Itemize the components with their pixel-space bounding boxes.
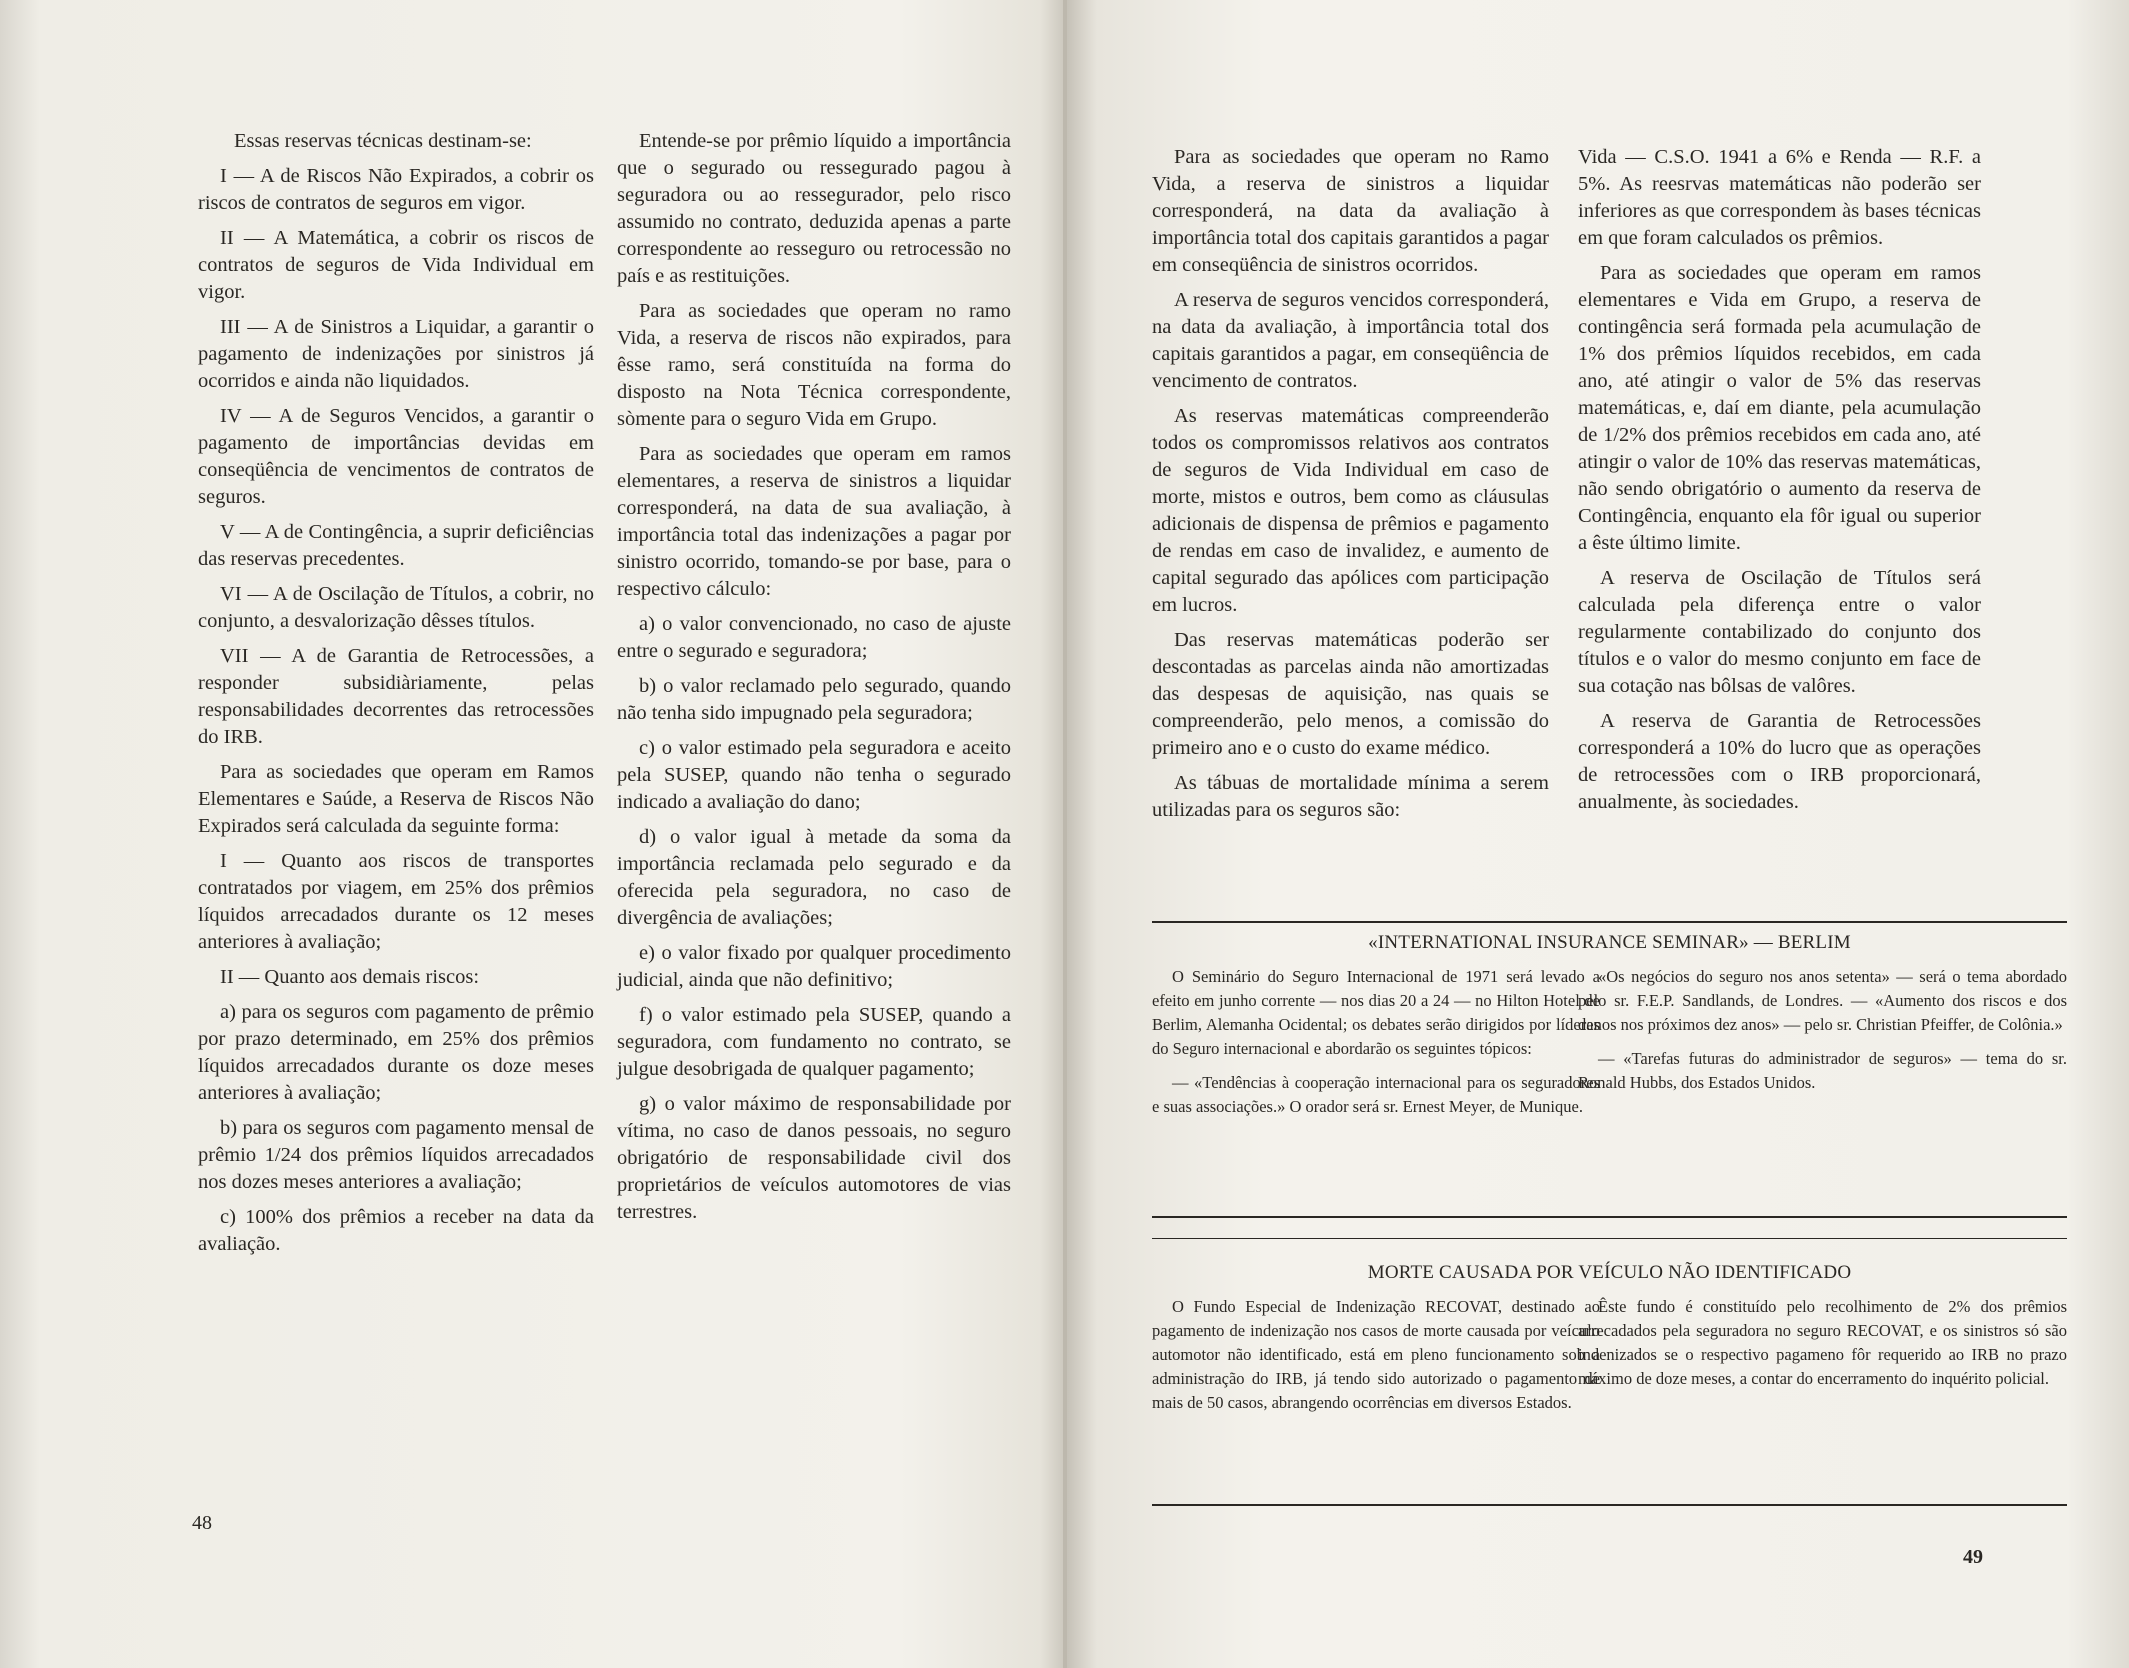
paragraph: e) o valor fixado por qualquer procedimento judicial, ainda que não definitivo; (617, 942, 1011, 991)
paragraph: «Os negócios do seguro nos anos setenta» — será o tema abordado pelo sr. F.E.P. Sandlands, de Londres. — «Aumento dos riscos e dos danos nos próximos dez anos» — pelo sr. Christian Pfeiffer, de Colônia.» (1578, 967, 2067, 1034)
box-title: MORTE CAUSADA POR VEÍCULO NÃO IDENTIFICADO (1367, 1262, 1852, 1283)
paragraph: Para as sociedades que operam em ramos elementares, a reserva de sinistros a liquidar corresponderá, na data de sua avaliação, à importância total das indenizações a pagar por sinistro ocorrido, tomando-se por base, para o respectivo cálculo: (617, 443, 1011, 600)
box2-right-column (1578, 1295, 2067, 1401)
paragraph: Das reservas matemáticas poderão ser descontadas as parcelas ainda não amortizadas das despesas de aquisição, nas quais se compreenderão, pelo menos, a comissão do primeiro ano e o custo do exame médico. (1152, 629, 1549, 759)
paragraph: — «Tarefas futuras do administrador de seguros» — tema do sr. Ronald Hubbs, dos Estados Unidos. (1578, 1049, 2067, 1092)
paragraph: III — A de Sinistros a Liquidar, a garantir o pagamento de indenizações por sinistros já ocorridos e ainda não liquidados. (198, 316, 594, 392)
paragraph: d) o valor igual à metade da soma da importância reclamada pelo segurado e da oferecida pela seguradora, no caso de divergência de avaliações; (617, 826, 1011, 929)
paragraph: — «Tendências à cooperação internacional para os seguradores e suas associações.» O orador será sr. Ernest Meyer, de Munique. (1152, 1073, 1600, 1116)
paragraph: A reserva de seguros vencidos corresponderá, na data da avaliação, à importância total dos capitais garantidos a pagar, em conseqüência de vencimento de contratos. (1152, 289, 1549, 392)
paragraph: b) o valor reclamado pelo segurado, quando não tenha sido impugnado pela seguradora; (617, 675, 1011, 724)
paragraph: II — A Matemática, a cobrir os riscos de contratos de seguros de Vida Individual em vigor. (198, 227, 594, 303)
box1-right-column (1578, 965, 2067, 1105)
paragraph: g) o valor máximo de responsabilidade por vítima, no caso de danos pessoais, no seguro obrigatório de responsabilidade civil dos proprietários de veículos automotores de vias terrestres. (617, 1093, 1011, 1223)
paragraph: As tábuas de mortalidade mínima a serem utilizadas para os seguros são: (1152, 772, 1549, 821)
paragraph: c) o valor estimado pela seguradora e aceito pela SUSEP, quando não tenha o segurado indicado a avaliação do dano; (617, 737, 1011, 813)
divider (1152, 921, 2067, 923)
paragraph: V — A de Contingência, a suprir deficiências das reservas precedentes. (198, 521, 594, 570)
paragraph: O Fundo Especial de Indenização RECOVAT, destinado ao pagamento de indenização nos casos de morte causada por veículo automotor não identificado, está em pleno funcionamento sob a administração do IRB, já tendo sido autorizado o pagamento de mais de 50 casos, abrangendo ocorrências em diversos Estados. (1152, 1297, 1600, 1412)
paragraph: Para as sociedades que operam em ramos elementares e Vida em Grupo, a reserva de contingência será formada pela acumulação de 1% dos prêmios líquidos recebidos, em cada ano, até atingir o valor de 5% das reservas matemáticas, e, daí em diante, pela acumulação de 1/2% dos prêmios recebidos em cada ano, até atingir o valor de 10% das reservas matemáticas, não sendo obrigatório o aumento da reserva de Contingência, enquanto ela fôr igual ou superior a êste último limite. (1578, 262, 1981, 554)
paragraph: IV — A de Seguros Vencidos, a garantir o pagamento de importâncias devidas em conseqüência de vencimentos de contratos de seguros. (198, 405, 594, 508)
divider (1152, 1504, 2067, 1506)
divider (1152, 1216, 2067, 1218)
paragraph: Vida — C.S.O. 1941 a 6% e Renda — R.F. a 5%. As reesrvas matemáticas não poderão ser inferiores as que correspondem às bases técnicas em que foram calculados os prêmios. (1578, 146, 1981, 249)
page-number: 49 (1963, 1546, 1983, 1568)
divider (1152, 1238, 2067, 1239)
paragraph: a) o valor convencionado, no caso de ajuste entre o segurado e seguradora; (617, 613, 1011, 662)
paragraph: VI — A de Oscilação de Títulos, a cobrir, no conjunto, a desvalorização dêsses títulos. (198, 583, 594, 632)
box2-left-column (1152, 1295, 1600, 1425)
paragraph: VII — A de Garantia de Retrocessões, a responder subsidiàriamente, pelas responsabilidades decorrentes das retrocessões do IRB. (198, 645, 594, 748)
right-column-1 (1152, 144, 1549, 832)
left-column-1 (198, 128, 594, 1266)
right-column-2 (1578, 144, 1981, 824)
box-title: «INTERNATIONAL INSURANCE SEMINAR» — BERLIM (1368, 932, 1851, 953)
paragraph: II — Quanto aos demais riscos: (220, 966, 480, 988)
paragraph: I — Quanto aos riscos de transportes contratados por viagem, em 25% dos prêmios líquidos arrecadados durante os 12 meses anteriores à avaliação; (198, 850, 594, 953)
paragraph: Entende-se por prêmio líquido a importância que o segurado ou ressegurado pagou à seguradora ou ao ressegurador, pelo risco assumido no contrato, deduzida apenas a parte correspondente ao resseguro ou retrocessão no país e as restituições. (617, 130, 1011, 287)
right-page (1067, 0, 2129, 1668)
left-column-2 (617, 128, 1011, 1234)
paragraph: f) o valor estimado pela SUSEP, quando a seguradora, com fundamento no contrato, se julgue desobrigada de qualquer pagamento; (617, 1004, 1011, 1080)
paragraph: Para as sociedades que operam em Ramos Elementares e Saúde, a Reserva de Riscos Não Expirados será calculada da seguinte forma: (198, 761, 594, 837)
paragraph: Para as sociedades que operam no ramo Vida, a reserva de riscos não expirados, para êsse ramo, será constituída na forma do disposto na Nota Técnica correspondente, sòmente para o seguro Vida em Grupo. (617, 300, 1011, 430)
page-number: 48 (192, 1512, 212, 1534)
paragraph: a) para os seguros com pagamento de prêmio por prazo determinado, em 25% dos prêmios líquidos arrecadados durante os doze meses anteriores à avaliação; (198, 1001, 594, 1104)
paragraph: As reservas matemáticas compreenderão todos os compromissos relativos aos contratos de seguros de Vida Individual em caso de morte, mistos e outros, bem como as cláusulas adicionais de dispensa de prêmios e pagamento de rendas em caso de invalidez, e aumento de capital segurado das apólices com participação em lucros. (1152, 405, 1549, 616)
paragraph: Êste fundo é constituído pelo recolhimento de 2% dos prêmios arrecadados pela seguradora no seguro RECOVAT, e os sinistros só são indenizados se o respectivo pagameno fôr requerido ao IRB no prazo máximo de doze meses, a contar do encerramento do inquérito policial. (1578, 1297, 2067, 1388)
paragraph: O Seminário do Seguro Internacional de 1971 será levado a efeito em junho corrente — nos dias 20 a 24 — no Hilton Hotel de Berlim, Alemanha Ocidental; os debates serão dirigidos por líderes do Seguro internacional e abordarão os seguintes tópicos: (1152, 967, 1600, 1058)
paragraph: I — A de Riscos Não Expirados, a cobrir os riscos de contratos de seguros em vigor. (198, 165, 594, 214)
paragraph: A reserva de Oscilação de Títulos será calculada pela diferença entre o valor regularmente contabilizado do conjunto dos títulos e o valor do mesmo conjunto em face de sua cotação nas bôlsas de valôres. (1578, 567, 1981, 697)
box1-left-column (1152, 965, 1600, 1129)
paragraph: A reserva de Garantia de Retrocessões corresponderá a 10% do lucro que as operações de retrocessões com o IRB proporcionará, anualmente, às sociedades. (1578, 710, 1981, 813)
paragraph: Essas reservas técnicas destinam-se: (234, 130, 532, 152)
paragraph: Para as sociedades que operam no Ramo Vida, a reserva de sinistros a liquidar corresponderá, na data da avaliação à importância total dos capitais garantidos a pagar em conseqüência de sinistros ocorridos. (1152, 146, 1549, 276)
paragraph: b) para os seguros com pagamento mensal de prêmio 1/24 dos prêmios líquidos arrecadados nos dozes meses anteriores a avaliação; (198, 1117, 594, 1193)
paragraph: c) 100% dos prêmios a receber na data da avaliação. (198, 1206, 594, 1255)
